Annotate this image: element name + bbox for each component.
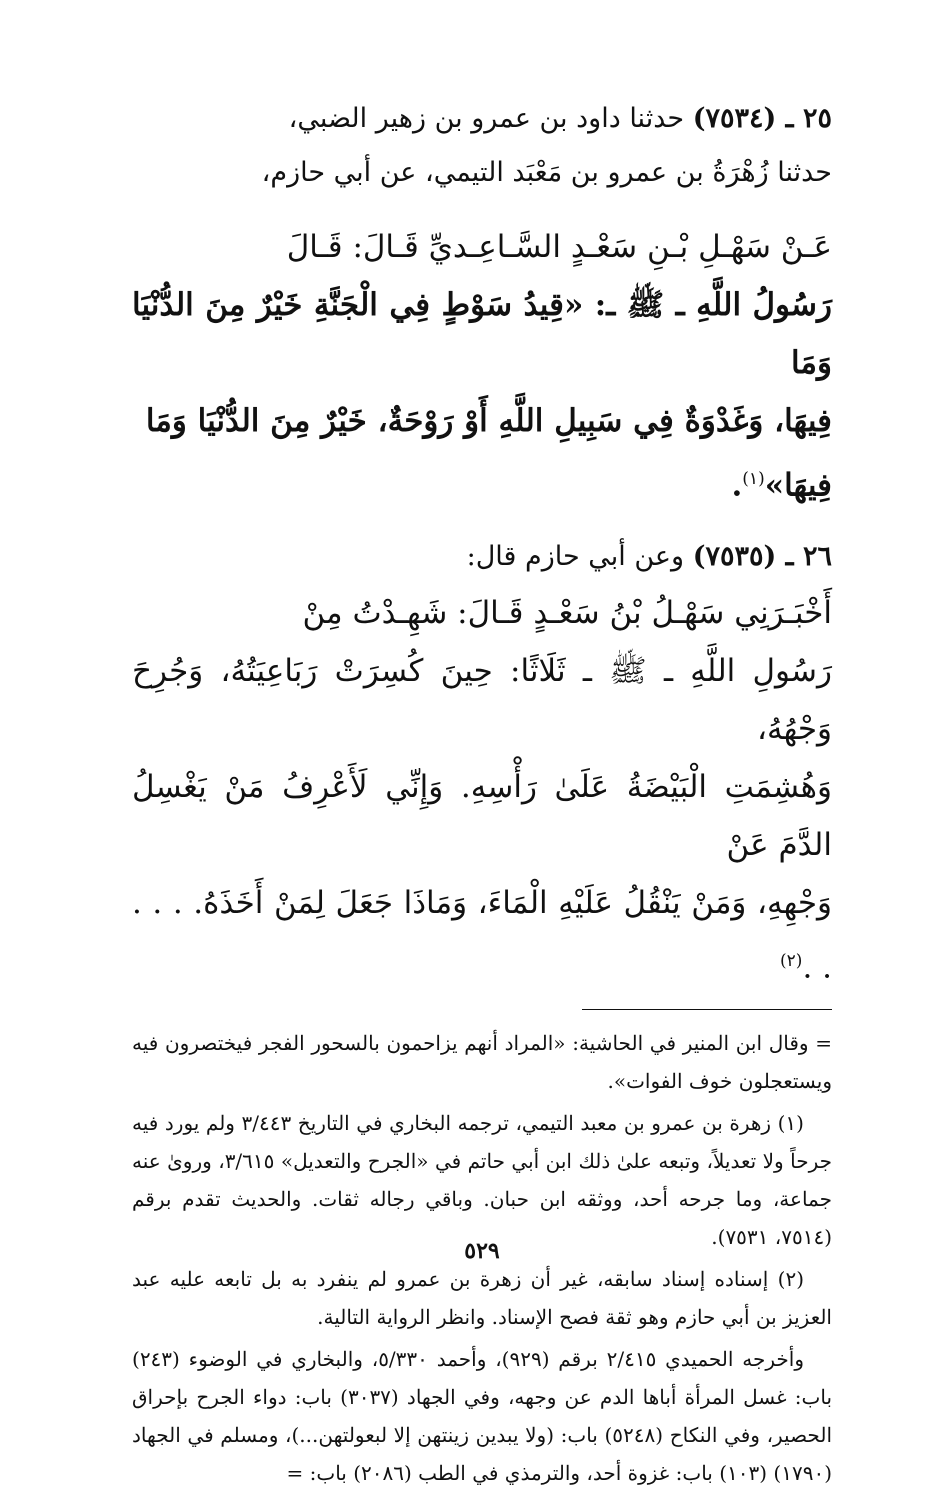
footnote-ref-1: (١) (742, 469, 765, 489)
hadith-26-matn-line1: أَخْبَـرَنِي سَهْـلُ بْنُ سَعْـدٍ قَـالَ: شَهِـدْتُ مِنْ (302, 595, 832, 632)
footnote-1: (١) زهرة بن عمرو بن معبد التيمي، ترجمه البخاري في التاريخ ٣/٤٤٣ ولم يورد فيه جرحاً ولا تعديلاً، وتبعه علىٰ ذلك ابن أبي حاتم في «الجرح والتعديل» ٣/٦١٥، وروىٰ عنه جماعة، وما جرحه أحد، ووثقه ابن حبان. وباقي رجاله ثقات. والحديث تقدم برقم (٧٥١٤، ٧٥٣١). (132, 1110, 832, 1249)
hadith-26-matn-line3: وَهُشِمَتِ الْبَيْضَةُ عَلَىٰ رَأْسِهِ. وَإِنِّي لَأَعْرِفُ مَنْ يَغْسِلُ الدَّمَ عَنْ (132, 769, 832, 864)
hadith-26-isnad-text: وعن أبي حازم قال: (466, 541, 685, 573)
hadith-25-matn (132, 276, 832, 514)
hadith-25-matn-opening (132, 218, 832, 276)
hadith-26-number: ٢٦ ـ (٧٥٣٥) (692, 541, 832, 573)
hadith-26-matn-line4: وَجْهِهِ، وَمَنْ يَنْقُلُ عَلَيْهِ الْمَاءَ، وَمَاذَا جَعَلَ لِمَنْ أَخَذَهُ. . . . . . (132, 885, 832, 986)
footnote-2-continuation: وأخرجه الحميدي ٢/٤١٥ برقم (٩٢٩)، وأحمد ٥/٣٣٠، والبخاري في الوضوء (٢٤٣) باب: غسل المرأة أباها الدم عن وجهه، وفي الجهاد (٣٠٣٧) باب: دواء الجرح بإحراق الحصير، وفي النكاح (٥٢٤٨) باب: (ولا يبدين زينتهن إلا لبعولتهن...)، ومسلم في الجهاد (١٧٩٠) (١٠٣) باب: غزوة أحد، والترمذي في الطب (٢٠٨٦) باب: = (132, 1346, 833, 1485)
page-number: ٥٢٩ (464, 1238, 500, 1264)
hadith-25-number: ٢٥ ـ (٧٥٣٤) (692, 103, 832, 134)
hadith-26-matn-line2: رَسُولِ اللَّهِ ـ ﷺ ـ ثَلَاثًا: حِينَ كُسِرَتْ رَبَاعِيَتُهُ، وَجُرِحَ وَجْهُهُ، (132, 653, 832, 748)
hadith-25-isnad-line1: حدثنا داود بن عمرو بن زهير الضبي، (288, 103, 685, 134)
hadith-25-isnad (132, 92, 832, 200)
hadith-25-matn-end: . (731, 467, 743, 504)
hadith-25-matn-line1: عَـنْ سَهْـلِ بْـنِ سَعْـدٍ السَّـاعِـديِّ قَـالَ: قَـالَ (286, 229, 832, 265)
footnote-ref-2: (٢) (780, 951, 803, 972)
hadith-25-isnad-line2: حدثنا زُهْرَةُ بن عمرو بن مَعْبَد التيمي، عن أبي حازم، (261, 157, 832, 188)
hadith-25-matn-line3: فِيهَا، وَغَدْوَةٌ فِي سَبِيلِ اللَّهِ أَوْ رَوْحَةٌ، خَيْرٌ مِنَ الدُّنْيَا وَمَا (145, 403, 832, 439)
footnote-continuation: = وقال ابن المنير في الحاشية: «المراد أنهم يزاحمون بالسحور الفجر فيختصرون فيه ويستعجلون خوف الفوات». (132, 1030, 832, 1093)
footnote-divider (582, 1009, 832, 1010)
hadith-25-matn-line4: فِيهَا» (764, 467, 832, 504)
footnote-2: (٢) إسناده إسناد سابقه، غير أن زهرة بن عمرو لم ينفرد به بل تابعه عليه عبد العزيز بن أبي حازم وهو ثقة فصح الإسناد. وانظر الرواية التالية. (132, 1266, 832, 1329)
book-page (132, 92, 833, 1485)
hadith-26-matn (132, 584, 832, 996)
hadith-25-matn-line2: رَسُولُ اللَّهِ ـ ﷺ ـ: «قِيدُ سَوْطٍ فِي الْجَنَّةِ خَيْرٌ مِنَ الدُّنْيَا وَمَا (132, 287, 832, 381)
hadith-26-isnad (132, 530, 832, 584)
